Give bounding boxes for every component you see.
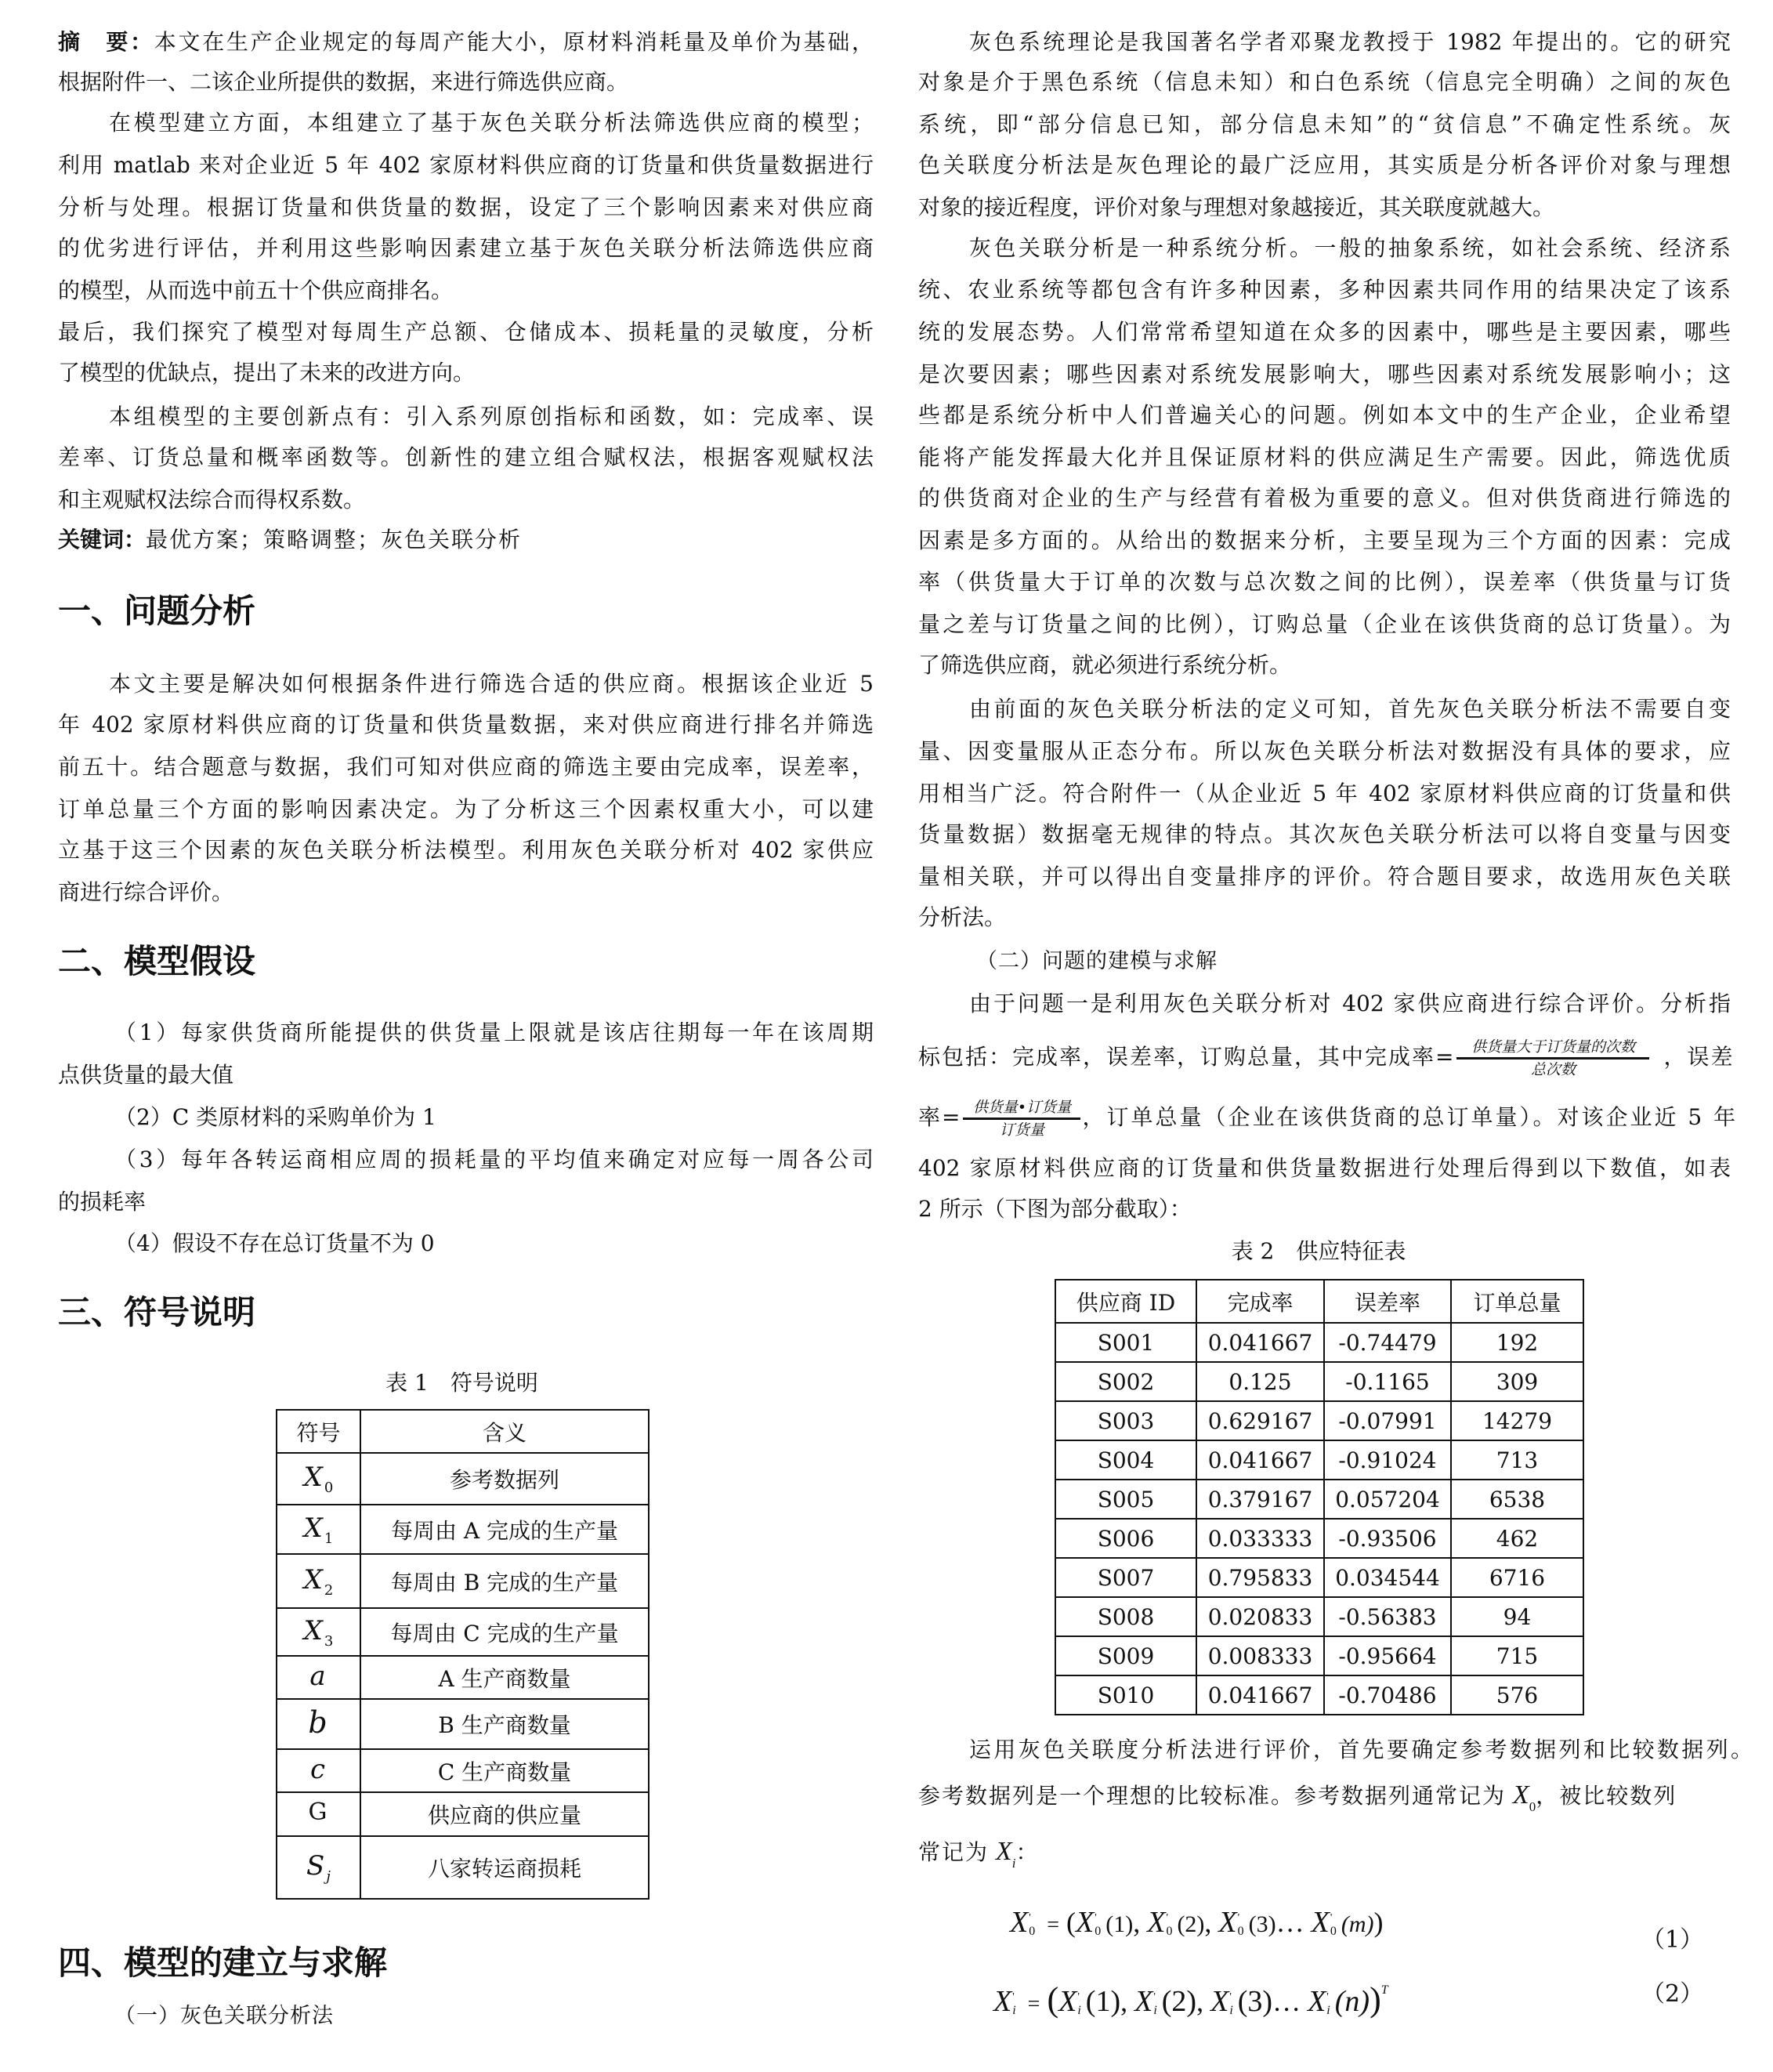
- completion-rate-cell: 0.629167: [1196, 1401, 1324, 1440]
- column-header: 符号: [277, 1410, 360, 1453]
- table-row: [1055, 1480, 1583, 1519]
- order-total-cell: 715: [1451, 1636, 1583, 1675]
- math-argument: (1): [1105, 1911, 1134, 1937]
- error-rate-cell: -0.1165: [1324, 1362, 1451, 1401]
- meaning-cell: 参考数据列: [360, 1453, 649, 1505]
- symbol: X $_0$: [303, 1462, 334, 1496]
- table-row: [277, 1453, 649, 1505]
- symbol: X $_3$: [303, 1614, 334, 1650]
- table-row: [277, 1608, 649, 1656]
- supplier-id-cell: S009: [1055, 1636, 1196, 1675]
- text-line: 前五十。结合题意与数据，我们可知对供应商的筛选主要由完成率，误差率，: [58, 754, 874, 780]
- text-line: 的供货商对企业的生产与经营有着极为重要的意义。但对供货商进行筛选的: [918, 485, 1731, 511]
- meaning-cell: 供应商的供应量: [360, 1792, 649, 1836]
- keywords: 最优方案；策略调整；灰色关联分析: [146, 527, 523, 552]
- abstract-line: [58, 22, 874, 63]
- symbol: b: [308, 1705, 327, 1740]
- text-line: 灰色系统理论是我国著名学者邓聚龙教授于 1982 年提出的。它的研究: [969, 29, 1731, 55]
- symbol: S $_j$: [306, 1850, 331, 1885]
- text-line: 2 所示（下图为部分截取）：: [918, 1196, 1192, 1222]
- text-line: 402 家原材料供应商的订货量和供货量数据进行处理后得到以下数值，如表: [918, 1155, 1731, 1181]
- table-row: [277, 1656, 649, 1699]
- table-row: [1055, 1675, 1583, 1715]
- completion-rate-cell: 0.125: [1196, 1362, 1324, 1401]
- table-row: [1055, 1636, 1583, 1675]
- completion-rate-cell: 0.041667: [1196, 1675, 1324, 1715]
- text-line: 货量数据）数据毫无规律的特点。其次灰色关联分析法可以将自变量与因变: [918, 821, 1731, 847]
- abstract-line: 根据附件一、二该企业所提供的数据，来进行筛选供应商。: [58, 69, 629, 95]
- symbol: X $_1$: [303, 1512, 334, 1547]
- error-rate-cell: -0.74479: [1324, 1323, 1451, 1362]
- order-total-cell: 14279: [1451, 1401, 1583, 1440]
- abstract-line: 本组模型的主要创新点有：引入系列原创指标和函数，如：完成率、误: [109, 404, 874, 429]
- table-row: [1055, 1519, 1583, 1558]
- table-row: [277, 1749, 649, 1792]
- subsection-heading: （一）灰色关联分析法: [114, 2004, 334, 2028]
- fraction-numerator: 供货量•订货量: [963, 1100, 1080, 1120]
- equation-number: （2）: [1641, 1980, 1704, 2008]
- transpose-superscript: T: [1380, 1983, 1388, 1997]
- text-line: 因素是多方面的。从给出的数据来分析，主要呈现为三个方面的因素：完成: [918, 527, 1731, 553]
- abstract-line: 利用 matlab 来对企业近 5 年 402 家原材料供应商的订货量和供货量数据进行: [58, 152, 874, 178]
- math-argument: (2): [1161, 1985, 1197, 2018]
- completion-rate-cell: 0.379167: [1196, 1480, 1324, 1519]
- assumption-item-continued: 点供货量的最大值: [58, 1062, 234, 1088]
- symbol: c: [309, 1753, 326, 1785]
- abstract-line: 分析与处理。根据订货量和供货量的数据，设定了三个影响因素来对供应商: [58, 194, 874, 220]
- symbol-cell: [277, 1656, 360, 1699]
- abstract-line: 差率、订货总量和概率函数等。创新性的建立组合赋权法，根据客观赋权法: [58, 444, 874, 470]
- text-line: 了筛选供应商，就必须进行系统分析。: [918, 652, 1292, 678]
- text-line: 用相当广泛。符合附件一（从企业近 5 年 402 家原材料供应商的订货量和供: [918, 781, 1731, 806]
- text-line: 系统，即“部分信息已知，部分信息未知”的“贫信息”不确定性系统。灰: [918, 111, 1731, 137]
- order-total-cell: 6538: [1451, 1480, 1583, 1519]
- abstract-line: 最后，我们探究了模型对每周生产总额、仓储成本、损耗量的灵敏度，分析: [58, 319, 874, 345]
- symbol-cell: [277, 1836, 360, 1899]
- text-line: 商进行综合评价。: [58, 879, 234, 905]
- text-segment: 标包括：完成率，误差率，订购总量，其中完成率=: [918, 1044, 1456, 1070]
- fraction-denominator: 总次数: [1530, 1060, 1576, 1078]
- meaning-cell: 每周由 B 完成的生产量: [360, 1554, 649, 1608]
- math-argument: (n): [1334, 1985, 1370, 2018]
- reference-sequence-symbol: $X_0$: [1512, 1780, 1536, 1814]
- supply-feature-table: [1055, 1279, 1584, 1715]
- symbol: a: [309, 1660, 326, 1692]
- text-line: 量相关联，并可以得出自变量排序的评价。符合题目要求，故选用灰色关联: [918, 864, 1731, 889]
- error-rate-fraction: [963, 1100, 1080, 1138]
- column-header: 供应商 ID: [1055, 1280, 1196, 1323]
- assumption-item: （4）假设不存在总订货量不为 0: [114, 1230, 435, 1256]
- fraction-denominator: 订货量: [999, 1121, 1044, 1139]
- supplier-id-cell: S001: [1055, 1323, 1196, 1362]
- completion-rate-cell: 0.033333: [1196, 1519, 1324, 1558]
- symbol-cell: [277, 1792, 360, 1836]
- text-line: 能将产能发挥最大化并且保证原材料的供应满足生产需要。因此，筛选优质: [918, 444, 1731, 470]
- table-row: [277, 1505, 649, 1554]
- text-line: 运用灰色关联度分析法进行评价，首先要确定参考数据列和比较数据列。: [969, 1737, 1753, 1762]
- equals-sign: =: [1047, 1913, 1060, 1937]
- math-argument: (2): [1177, 1911, 1205, 1937]
- text-line: 些都是系统分析中人们普遍关心的问题。例如本文中的生产企业，企业希望: [918, 402, 1731, 428]
- meaning-cell: B 生产商数量: [360, 1699, 649, 1749]
- error-rate-cell: 0.057204: [1324, 1480, 1451, 1519]
- text-segment: ，被比较数列: [1536, 1783, 1677, 1809]
- section-heading: 一、问题分析: [58, 592, 256, 630]
- table-row: [1055, 1401, 1583, 1440]
- math-argument: (3): [1248, 1911, 1276, 1937]
- compared-sequence-symbol: $X_i$: [995, 1837, 1016, 1871]
- symbol-cell: [277, 1554, 360, 1608]
- section-heading: 二、模型假设: [58, 942, 256, 980]
- assumption-item: （3）每年各转运商相应周的损耗量的平均值来确定对应每一周各公司: [114, 1146, 874, 1172]
- text-segment: ，误差: [1663, 1044, 1735, 1070]
- paren: (: [1066, 1907, 1076, 1938]
- symbol-table: [276, 1409, 649, 1900]
- paren: ): [1370, 1980, 1381, 2019]
- abstract-line: 的优劣进行评估，并利用这些影响因素建立基于灰色关联分析法筛选供应商: [58, 235, 874, 261]
- text-line: 年 402 家原材料供应商的订货量和供货量数据，来对供应商进行排名并筛选: [58, 712, 874, 737]
- table-row: [277, 1699, 649, 1749]
- supplier-id-cell: S006: [1055, 1519, 1196, 1558]
- order-total-cell: 94: [1451, 1597, 1583, 1636]
- math-base: X: [993, 1985, 1012, 2018]
- supplier-id-cell: S004: [1055, 1440, 1196, 1480]
- table-row: [277, 1836, 649, 1899]
- completion-rate-cell: 0.041667: [1196, 1323, 1324, 1362]
- abstract-line: 和主观赋权法综合而得权系数。: [58, 487, 366, 513]
- supplier-id-cell: S005: [1055, 1480, 1196, 1519]
- completion-rate-cell: 0.041667: [1196, 1440, 1324, 1480]
- text-line: 本文主要是解决如何根据条件进行筛选合适的供应商。根据该企业近 5: [109, 671, 874, 697]
- order-total-cell: 462: [1451, 1519, 1583, 1558]
- symbol-cell: [277, 1699, 360, 1749]
- section-heading: 三、符号说明: [58, 1293, 256, 1331]
- meaning-cell: A 生产商数量: [360, 1656, 649, 1699]
- formula-compared-sequence: X ' i = (X ' i (1), X ' i (2), X ' i (3)… X ' i (n))$^T$: [993, 1980, 1388, 2019]
- column-header: 含义: [360, 1410, 649, 1453]
- symbol-cell: [277, 1453, 360, 1505]
- completion-rate-cell: 0.020833: [1196, 1597, 1324, 1636]
- text-segment: 率=: [918, 1104, 962, 1130]
- symbol-cell: [277, 1608, 360, 1656]
- assumption-item: （1）每家供货商所能提供的供货量上限就是该店往期每一年在该周期: [114, 1020, 874, 1045]
- order-total-cell: 576: [1451, 1675, 1583, 1715]
- subsection-heading: （二）问题的建模与求解: [976, 949, 1218, 973]
- meaning-cell: C 生产商数量: [360, 1749, 649, 1792]
- table-row: [1055, 1440, 1583, 1480]
- text-line-with-symbol: [918, 1828, 1731, 1875]
- assumption-item: （2）C 类原材料的采购单价为 1: [114, 1104, 436, 1130]
- text-line: 量、因变量服从正态分布。所以灰色关联分析法对数据没有具体的要求，应: [918, 738, 1731, 764]
- completion-rate-cell: 0.795833: [1196, 1558, 1324, 1597]
- assumption-item-continued: 的损耗率: [58, 1189, 147, 1215]
- table-row: [277, 1554, 649, 1608]
- meaning-cell: 每周由 A 完成的生产量: [360, 1505, 649, 1554]
- column-header: 订单总量: [1451, 1280, 1583, 1323]
- text-segment: 参考数据列是一个理想的比较标准。参考数据列通常记为: [918, 1783, 1507, 1809]
- text-line: 立基于这三个因素的灰色关联分析法模型。利用灰色关联分析对 402 家供应: [58, 837, 874, 863]
- error-rate-cell: -0.56383: [1324, 1597, 1451, 1636]
- table-header-row: [277, 1410, 649, 1453]
- text-segment: ：: [1015, 1839, 1038, 1865]
- section-heading: 四、模型的建立与求解: [58, 1943, 388, 1982]
- text-line-with-fraction: [918, 1089, 1739, 1146]
- text-line: 色关联度分析法是灰色理论的最广泛应用，其实质是分析各评价对象与理想: [918, 152, 1731, 178]
- abstract-line: 在模型建立方面，本组建立了基于灰色关联分析法筛选供应商的模型；: [109, 110, 874, 136]
- order-total-cell: 713: [1451, 1440, 1583, 1480]
- formula-reference-sequence: X ' 0 = (X ' 0 (1), X ' 0 (2), X ' 0 (3)… X ' 0 (m)): [1010, 1906, 1384, 1939]
- error-rate-cell: -0.70486: [1324, 1675, 1451, 1715]
- text-segment: ，订单总量（企业在该供货商的总订单量）。对该企业近 5 年: [1082, 1104, 1739, 1130]
- text-line: 由于问题一是利用灰色关联分析对 402 家供应商进行综合评价。分析指: [969, 991, 1731, 1016]
- order-total-cell: 6716: [1451, 1558, 1583, 1597]
- table-row: [1055, 1597, 1583, 1636]
- abstract-line: 了模型的优缺点，提出了未来的改进方向。: [58, 360, 476, 386]
- text-line: 统的发展态势。人们常常希望知道在众多的因素中，哪些是主要因素，哪些: [918, 319, 1731, 345]
- math-scripts: ' i: [1012, 1990, 1016, 2017]
- order-total-cell: 309: [1451, 1362, 1583, 1401]
- text-line-with-symbol: [918, 1772, 1731, 1819]
- abstract-text: 本文在生产企业规定的每周产能大小，原材料消耗量及单价为基础，: [154, 29, 874, 55]
- keywords-label: 关键词：: [58, 527, 147, 552]
- paren: (: [1047, 1980, 1059, 2019]
- symbol-cell: [277, 1505, 360, 1554]
- error-rate-cell: -0.93506: [1324, 1519, 1451, 1558]
- completion-rate-cell: 0.008333: [1196, 1636, 1324, 1675]
- symbol: X $_2$: [303, 1563, 334, 1599]
- text-line: 对象的接近程度，评价对象与理想对象越接近，其关联度就越大。: [918, 194, 1555, 220]
- text-line: 灰色关联分析是一种系统分析。一般的抽象系统，如社会系统、经济系: [969, 235, 1731, 261]
- symbol-cell: [277, 1749, 360, 1792]
- math-argument: (3): [1237, 1985, 1273, 2018]
- math-base: X: [1010, 1906, 1029, 1939]
- column-header: 完成率: [1196, 1280, 1324, 1323]
- error-rate-cell: -0.95664: [1324, 1636, 1451, 1675]
- table-caption: 表 1 符号说明: [385, 1370, 538, 1396]
- table-row: [1055, 1323, 1583, 1362]
- text-line-with-fraction: [918, 1029, 1735, 1085]
- table-header-row: [1055, 1280, 1583, 1323]
- math-argument: (m): [1341, 1911, 1374, 1937]
- text-line: 分析法。: [918, 904, 1007, 930]
- text-segment: 常记为: [918, 1839, 990, 1865]
- supplier-id-cell: S003: [1055, 1401, 1196, 1440]
- meaning-cell: 八家转运商损耗: [360, 1836, 649, 1899]
- abstract-line: 的模型，从而选中前五十个供应商排名。: [58, 277, 454, 303]
- table-row: [277, 1792, 649, 1836]
- supplier-id-cell: S002: [1055, 1362, 1196, 1401]
- equation-number: （1）: [1641, 1926, 1704, 1954]
- table-row: [1055, 1362, 1583, 1401]
- text-line: 订单总量三个方面的影响因素决定。为了分析这三个因素权重大小，可以建: [58, 796, 874, 822]
- error-rate-cell: -0.07991: [1324, 1401, 1451, 1440]
- error-rate-cell: -0.91024: [1324, 1440, 1451, 1480]
- text-line: 统、农业系统等都包含有许多种因素，多种因素共同作用的结果决定了该系: [918, 277, 1731, 302]
- table-row: [1055, 1558, 1583, 1597]
- abstract-label: 摘 要：: [58, 29, 154, 55]
- completion-rate-fraction: [1456, 1040, 1649, 1078]
- order-total-cell: 192: [1451, 1323, 1583, 1362]
- paren: ): [1373, 1907, 1384, 1938]
- text-line: 率（供货量大于订单的次数与总次数之间的比例），误差率（供货量与订货: [918, 569, 1731, 595]
- text-line: 对象是介于黑色系统（信息未知）和白色系统（信息完全明确）之间的灰色: [918, 69, 1731, 95]
- table-caption: 表 2 供应特征表: [1231, 1238, 1406, 1264]
- math-argument: (1): [1085, 1985, 1121, 2018]
- text-line: 量之差与订货量之间的比例），订购总量（企业在该供货商的总订货量）。为: [918, 611, 1731, 637]
- error-rate-cell: 0.034544: [1324, 1558, 1451, 1597]
- supplier-id-cell: S008: [1055, 1597, 1196, 1636]
- fraction-numerator: 供货量大于订货量的次数: [1456, 1040, 1649, 1060]
- meaning-cell: 每周由 C 完成的生产量: [360, 1608, 649, 1656]
- text-line: 是次要因素；哪些因素对系统发展影响大，哪些因素对系统发展影响小；这: [918, 361, 1731, 387]
- text-line: 由前面的灰色关联分析法的定义可知，首先灰色关联分析法不需要自变: [969, 696, 1731, 722]
- column-header: 误差率: [1324, 1280, 1451, 1323]
- math-scripts: ' 0: [1029, 1911, 1036, 1938]
- keywords-line: [58, 520, 874, 560]
- supplier-id-cell: S007: [1055, 1558, 1196, 1597]
- symbol: G: [308, 1799, 327, 1826]
- equals-sign: =: [1027, 1992, 1040, 2016]
- supplier-id-cell: S010: [1055, 1675, 1196, 1715]
